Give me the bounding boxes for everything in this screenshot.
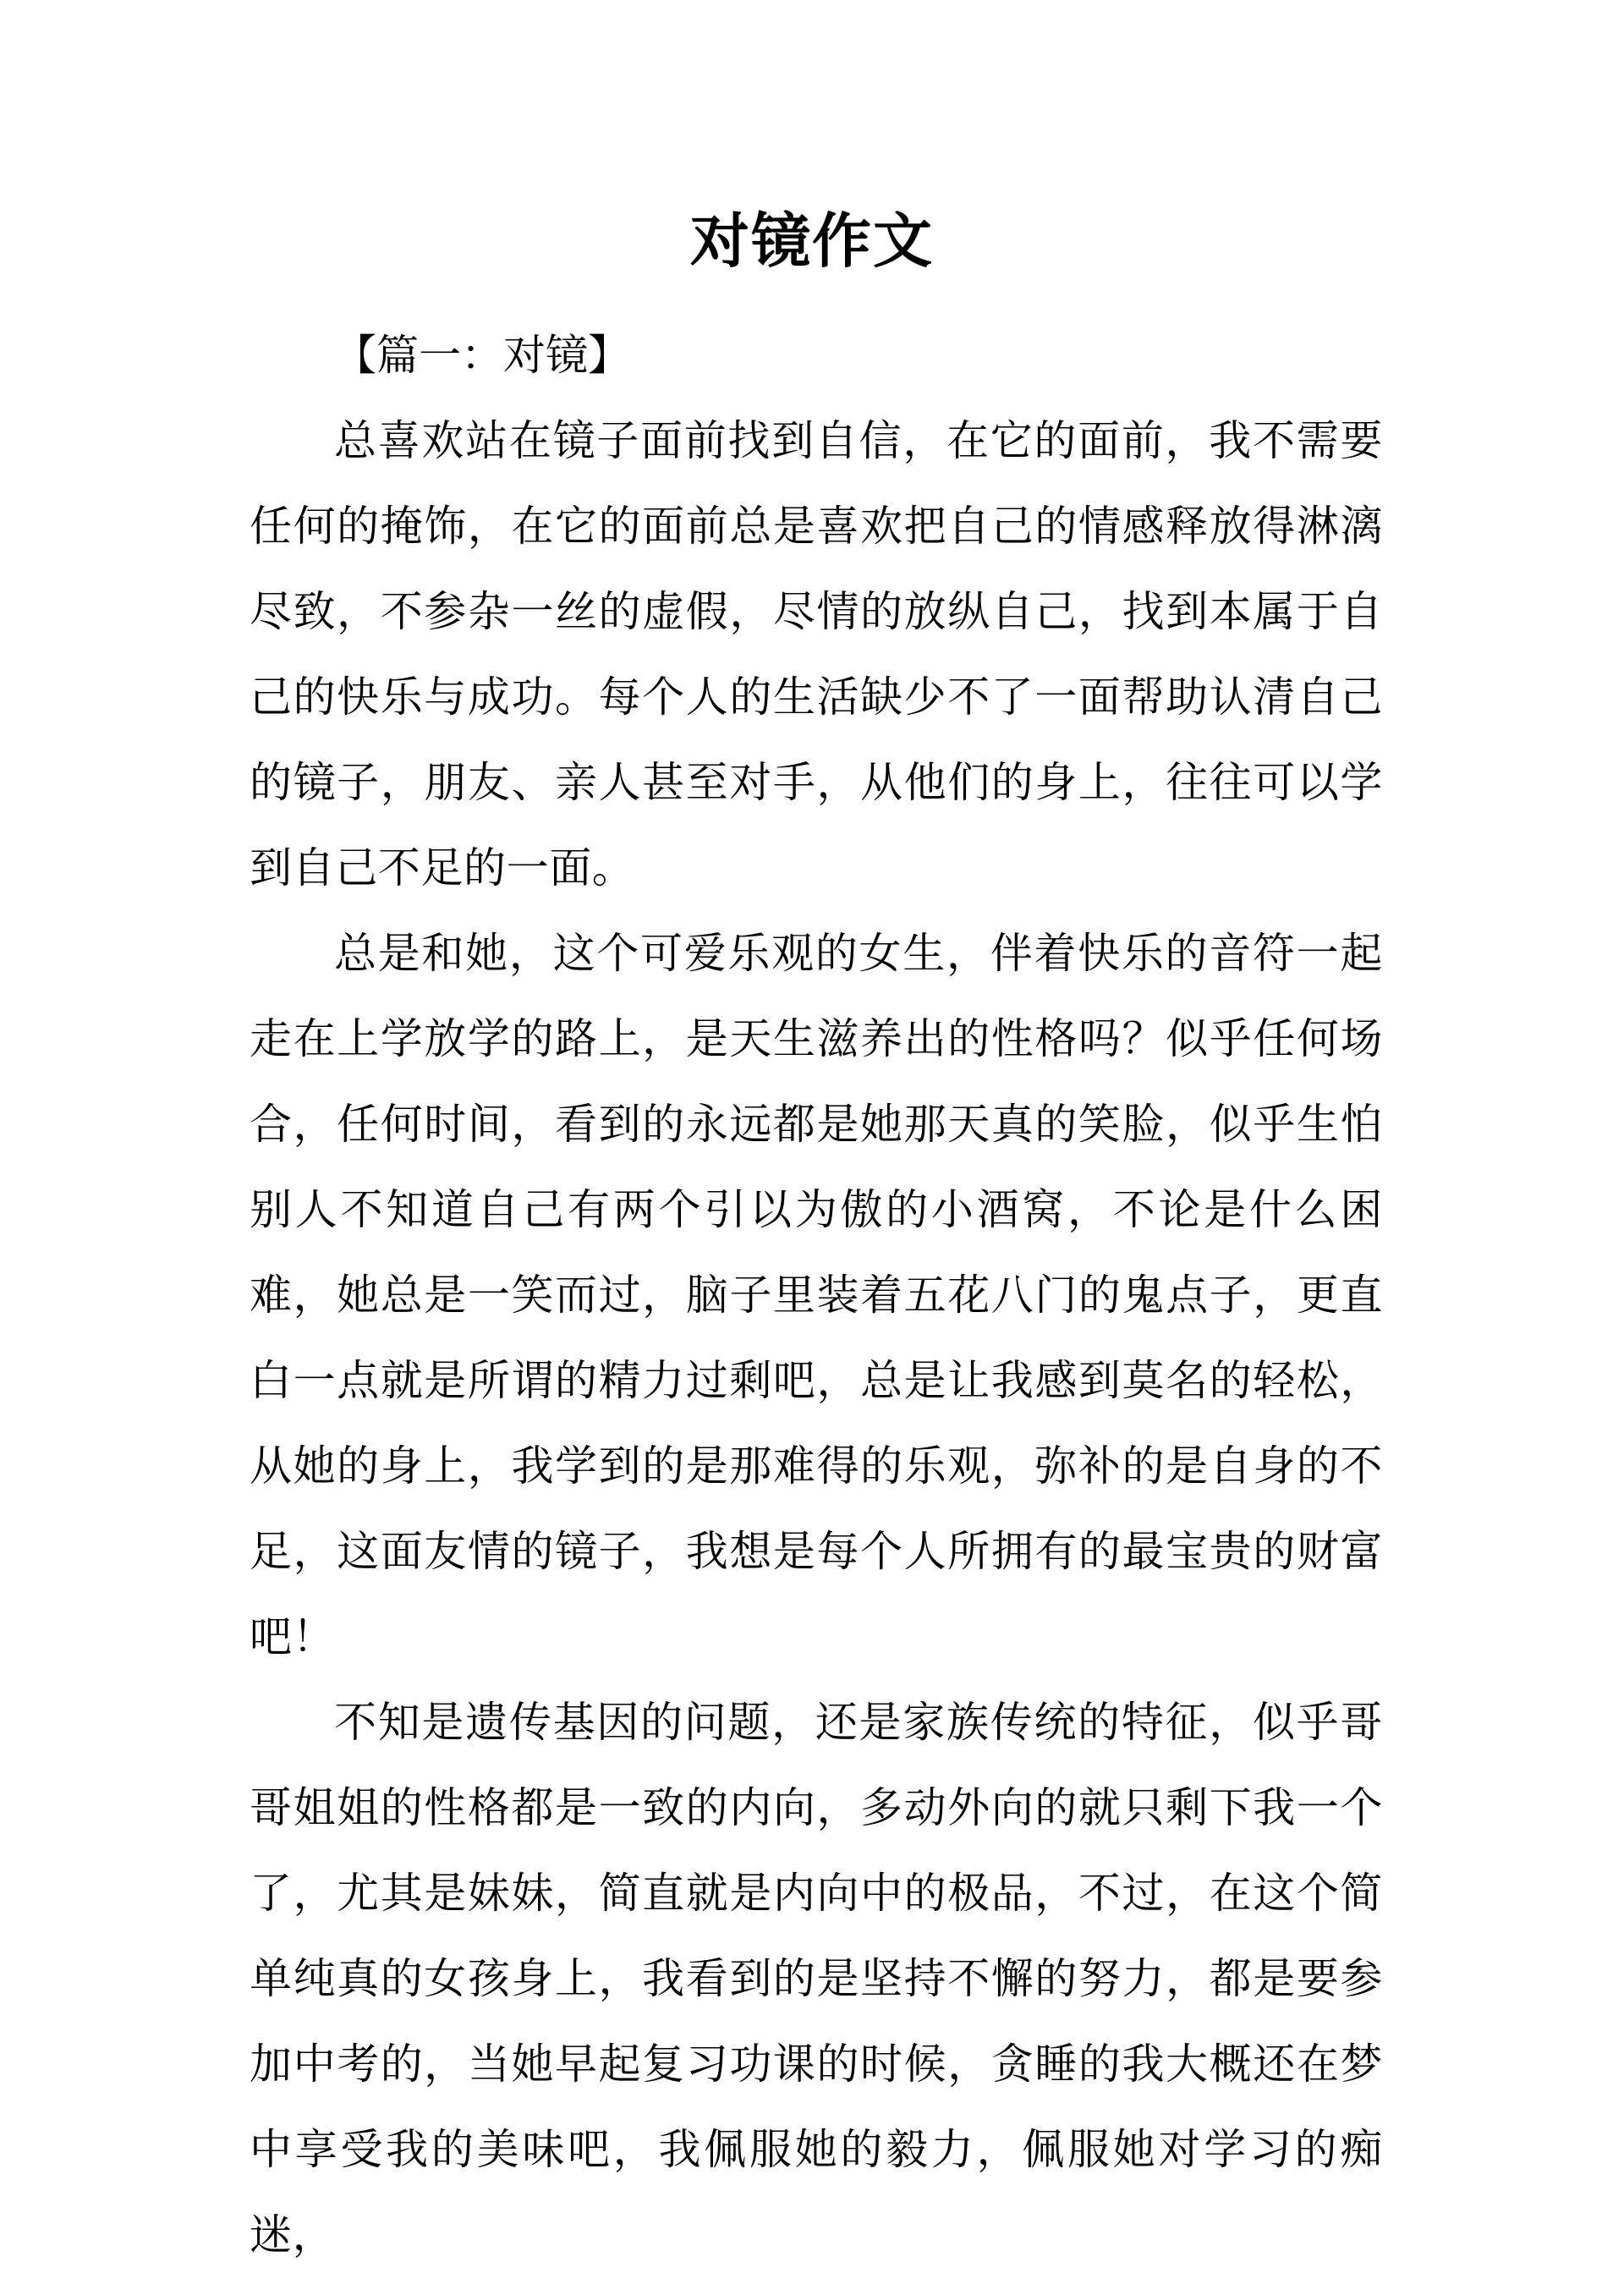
- paragraph-1: 总喜欢站在镜子面前找到自信，在它的面前，我不需要任何的掩饰，在它的面前总是喜欢把自己的情感释放得淋漓尽致，不参杂一丝的虚假，尽情的放纵自己，找到本属于自己的快乐与成功。每个人的生活缺少不了一面帮助认清自己的镜子，朋友、亲人甚至对手，从他们的身上，往往可以学到自己不足的一面。: [250, 416, 1383, 892]
- section-heading: 【篇一：对镜】: [334, 331, 630, 380]
- document-title: 对镜作文: [690, 206, 934, 276]
- paragraph-2: 总是和她，这个可爱乐观的女生，伴着快乐的音符一起走在上学放学的路上，是天生滋养出的性格吗？似乎任何场合，任何时间，看到的永远都是她那天真的笑脸，似乎生怕别人不知道自己有两个引以为傲的小酒窝，不论是什么困难，她总是一笑而过，脑子里装着五花八门的鬼点子，更直白一点就是所谓的精力过剩吧，总是让我感到莫名的轻松，从她的身上，我学到的是那难得的乐观，弥补的是自身的不足，这面友情的镜子，我想是每个人所拥有的最宝贵的财富吧！: [250, 929, 1383, 1661]
- paragraph-3: 不知是遗传基因的问题，还是家族传统的特征，似乎哥哥姐姐的性格都是一致的内向，多动外向的就只剩下我一个了，尤其是妹妹，简直就是内向中的极品，不过，在这个简单纯真的女孩身上，我看到的是坚持不懈的努力，都是要参加中考的，当她早起复习功课的时候，贪睡的我大概还在梦中享受我的美味吧，我佩服她的毅力，佩服她对学习的痴迷，: [250, 1698, 1383, 2259]
- document-body: [250, 313, 1383, 2278]
